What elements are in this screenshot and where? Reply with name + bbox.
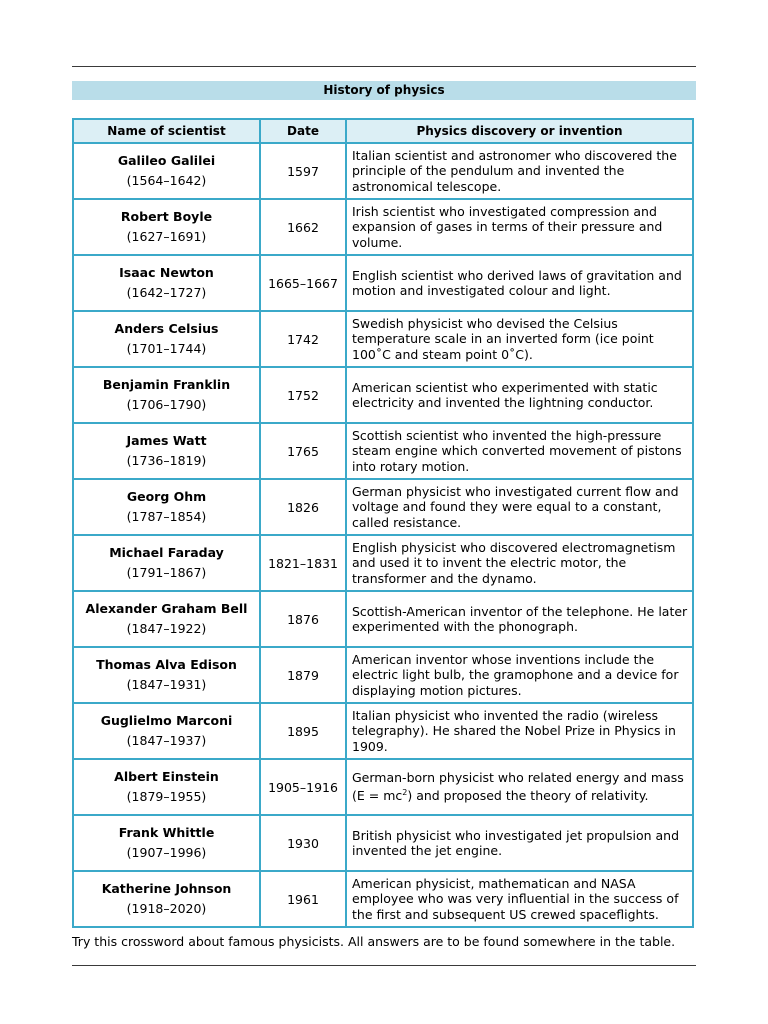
date-cell: 1876	[260, 591, 346, 647]
description-cell: English scientist who derived laws of gravitation and motion and investigated colour and light.	[346, 255, 693, 311]
scientist-cell	[73, 647, 260, 703]
scientist-lifespan: (1847–1937)	[126, 733, 207, 748]
scientist-name: Anders Celsius	[114, 321, 219, 336]
scientist-lifespan: (1918–2020)	[126, 901, 207, 916]
date-cell: 1662	[260, 199, 346, 255]
description-cell	[346, 759, 693, 815]
superscript-exponent: 2	[402, 788, 408, 798]
date-cell: 1826	[260, 479, 346, 535]
date-cell: 1665–1667	[260, 255, 346, 311]
date-cell: 1765	[260, 423, 346, 479]
scientist-cell	[73, 199, 260, 255]
description-cell: Scottish-American inventor of the telephone. He later experimented with the phonograph.	[346, 591, 693, 647]
description-text: German-born physicist who related energy and mass (E = mc	[352, 769, 684, 804]
description-cell: Italian scientist and astronomer who discovered the principle of the pendulum and invented the astronomical telescope.	[346, 143, 693, 199]
crossword-instruction: Try this crossword about famous physicists. All answers are to be found somewhere in the table.	[72, 934, 676, 949]
description-cell: Swedish physicist who devised the Celsius temperature scale in an inverted form (ice point 100˚C and steam point 0˚C).	[346, 311, 693, 367]
scientist-name: Katherine Johnson	[101, 881, 232, 896]
table-row	[73, 367, 693, 423]
description-cell: German physicist who investigated current flow and voltage and found they were equal to a constant, called resistance.	[346, 479, 693, 535]
scientist-name: Guglielmo Marconi	[100, 713, 233, 728]
table-row	[73, 759, 693, 815]
date-cell: 1879	[260, 647, 346, 703]
table-row	[73, 479, 693, 535]
table-row	[73, 143, 693, 199]
header-name: Name of scientist	[73, 119, 260, 143]
description-cell: Irish scientist who investigated compression and expansion of gases in terms of their pressure and volume.	[346, 199, 693, 255]
scientist-lifespan: (1791–1867)	[126, 565, 207, 580]
scientist-cell	[73, 479, 260, 535]
description-cell: American physicist, mathematican and NASA employee who was very influential in the success of the first and subsequent US crewed spaceflights.	[346, 871, 693, 927]
scientist-lifespan: (1701–1744)	[126, 341, 207, 356]
table-row	[73, 311, 693, 367]
history-table	[72, 118, 694, 928]
scientist-cell	[73, 143, 260, 199]
table-row	[73, 871, 693, 927]
description-cell: American inventor whose inventions include the electric light bulb, the gramophone and a device for displaying motion pictures.	[346, 647, 693, 703]
scientist-name: Georg Ohm	[126, 489, 207, 504]
scientist-cell	[73, 255, 260, 311]
scientist-cell	[73, 815, 260, 871]
description-cell: Scottish scientist who invented the high-pressure steam engine which converted movement of pistons into rotary motion.	[346, 423, 693, 479]
scientist-cell	[73, 759, 260, 815]
scientist-lifespan: (1847–1922)	[126, 621, 207, 636]
scientist-cell	[73, 367, 260, 423]
scientist-name: James Watt	[126, 433, 207, 448]
scientist-cell	[73, 535, 260, 591]
description-cell: English physicist who discovered electromagnetism and used it to invent the electric motor, the transformer and the dynamo.	[346, 535, 693, 591]
scientist-name: Thomas Alva Edison	[96, 657, 237, 672]
scientist-lifespan: (1907–1996)	[126, 845, 207, 860]
description-cell: American scientist who experimented with static electricity and invented the lightning conductor.	[346, 367, 693, 423]
date-cell: 1961	[260, 871, 346, 927]
scientist-lifespan: (1847–1931)	[126, 677, 207, 692]
scientist-name: Isaac Newton	[119, 265, 214, 280]
table-title: History of physics	[72, 81, 696, 100]
header-date: Date	[260, 119, 346, 143]
table-row	[73, 591, 693, 647]
scientist-cell	[73, 703, 260, 759]
scientist-name: Frank Whittle	[118, 825, 215, 840]
scientist-cell	[73, 871, 260, 927]
scientist-lifespan: (1787–1854)	[126, 509, 207, 524]
scientist-lifespan: (1706–1790)	[126, 397, 207, 412]
scientist-cell	[73, 311, 260, 367]
table-row	[73, 815, 693, 871]
header-discovery: Physics discovery or invention	[346, 119, 693, 143]
table-row	[73, 255, 693, 311]
scientist-name: Benjamin Franklin	[102, 377, 231, 392]
description-cell: Italian physicist who invented the radio (wireless telegraphy). He shared the Nobel Prize in Physics in 1909.	[346, 703, 693, 759]
scientist-lifespan: (1642–1727)	[126, 285, 207, 300]
date-cell: 1905–1916	[260, 759, 346, 815]
scientist-name: Galileo Galilei	[117, 153, 216, 168]
table-row	[73, 703, 693, 759]
date-cell: 1742	[260, 311, 346, 367]
date-cell: 1895	[260, 703, 346, 759]
description-cell: British physicist who investigated jet propulsion and invented the jet engine.	[346, 815, 693, 871]
scientist-name: Albert Einstein	[114, 769, 219, 784]
table-row	[73, 535, 693, 591]
table-header-row	[73, 119, 693, 143]
scientist-cell	[73, 591, 260, 647]
date-cell: 1821–1831	[260, 535, 346, 591]
table-row	[73, 199, 693, 255]
date-cell: 1597	[260, 143, 346, 199]
description-text-end: ) and proposed the theory of relativity.	[407, 788, 649, 804]
table-row	[73, 423, 693, 479]
date-cell: 1752	[260, 367, 346, 423]
scientist-lifespan: (1564–1642)	[126, 173, 207, 188]
scientist-cell	[73, 423, 260, 479]
bottom-rule	[72, 965, 696, 966]
scientist-name: Michael Faraday	[109, 545, 224, 560]
scientist-lifespan: (1627–1691)	[126, 229, 207, 244]
scientist-lifespan: (1736–1819)	[126, 453, 207, 468]
scientist-lifespan: (1879–1955)	[126, 789, 207, 804]
table-row	[73, 647, 693, 703]
top-rule	[72, 66, 696, 67]
scientist-name: Robert Boyle	[120, 209, 213, 224]
date-cell: 1930	[260, 815, 346, 871]
scientist-name: Alexander Graham Bell	[85, 601, 248, 616]
